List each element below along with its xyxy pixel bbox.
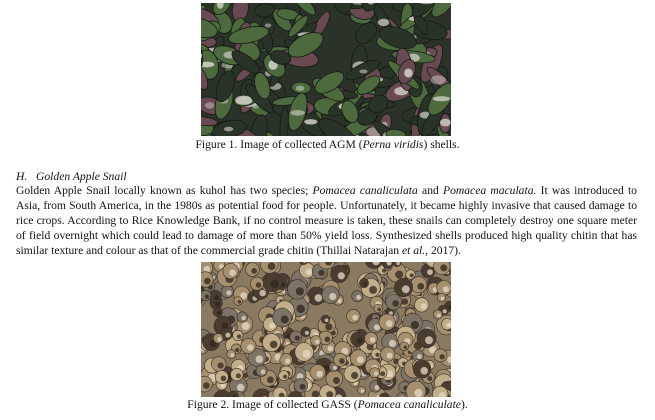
et-al: et al., bbox=[402, 244, 429, 257]
figure-2-species: Pomacea canaliculate bbox=[357, 398, 461, 411]
species-b: Pomacea maculata. bbox=[443, 184, 537, 197]
figure-1-caption: Figure 1. Image of collected AGM (Perna viridis) shells. bbox=[195, 138, 460, 151]
figure-2-image bbox=[201, 262, 451, 397]
section-number: H. bbox=[16, 170, 28, 183]
species-a: Pomacea canaliculata bbox=[312, 184, 418, 197]
section-title: Golden Apple Snail bbox=[36, 170, 127, 183]
section-heading bbox=[16, 170, 127, 183]
figure-1-image bbox=[201, 3, 451, 136]
body-paragraph: Golden Apple Snail locally known as kuhol has two species; Pomacea canaliculata and Pomacea maculata. It was introduced to Asia, from South America, in the 1980s as potential food for people. Unfortunately, it became highly invasive that caused damage to rice crops. According to Rice Knowledge Bank, if no control measure is taken, these snails can completely destroy one square meter of field overnight which could lead to damage of more than 50% yield loss. Synthesized shells produced high quality chitin that has similar texture and colour as that of the commercial grade chitin (Thillai Natarajan et al., 2017). bbox=[16, 184, 637, 257]
figure-1-species: Perna viridis bbox=[362, 138, 424, 151]
figure-2-caption: Figure 2. Image of collected GASS (Pomacea canaliculate). bbox=[187, 398, 468, 411]
snail-shells-photo bbox=[201, 262, 451, 397]
mussel-shells-photo bbox=[201, 3, 451, 136]
